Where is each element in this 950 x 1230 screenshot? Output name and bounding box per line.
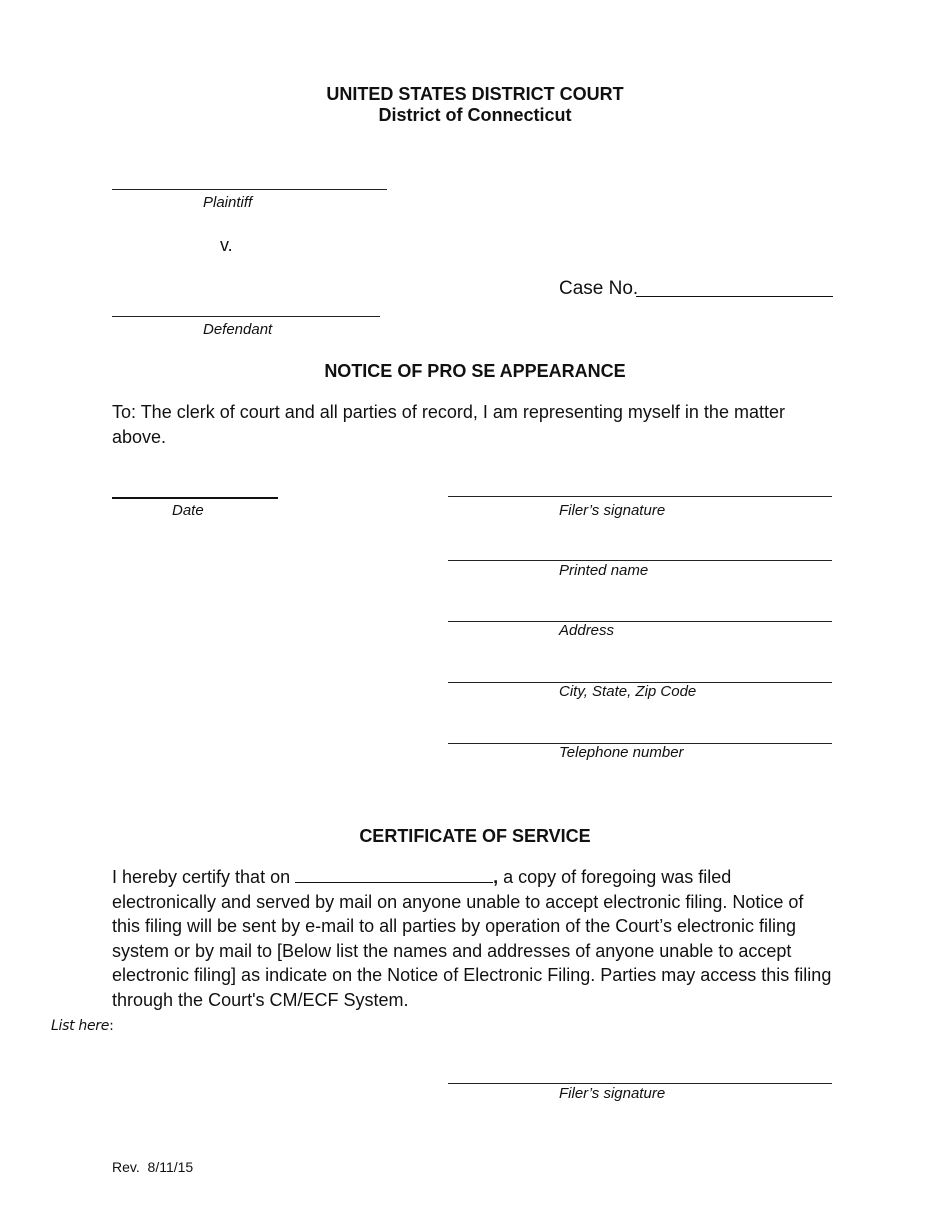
filer-signature-label: Filer’s signature [559,502,666,519]
date-line[interactable] [112,497,278,499]
revision-date: Rev. 8/11/15 [112,1159,194,1175]
printed-name-line[interactable] [448,560,832,561]
versus-text: v. [220,235,233,255]
certificate-signature-line[interactable] [448,1083,832,1084]
case-number-label: Case No. [559,278,639,299]
certificate-text-rest: a copy of foregoing was filed electronically and served by mail on anyone unable to accept electronic filing. Notice of this filing will be sent by e-mail to all parties by operation of the Court’s electronic filing system or by mail to [Below list the names and addresses of anyone unable to accept electronic filing] as indicate on the Notice of Electronic Filing. Parties may access this filing through the Court's CM/ECF System. [112,867,832,1010]
district-name: District of Connecticut [378,105,572,125]
certificate-date-blank[interactable] [295,868,493,883]
city-state-zip-label: City, State, Zip Code [559,683,697,700]
printed-name-label: Printed name [559,562,649,579]
list-here-label [51,1018,114,1034]
certificate-signature-label: Filer’s signature [559,1085,666,1102]
address-label: Address [559,622,615,639]
list-here-colon: : [109,1018,114,1034]
plaintiff-line[interactable] [112,189,387,190]
court-name: UNITED STATES DISTRICT COURT [326,84,624,104]
notice-body: To: The clerk of court and all parties of record, I am representing myself in the matter above. [112,402,785,447]
date-label: Date [172,502,204,519]
case-number-line[interactable] [636,296,833,297]
notice-title: NOTICE OF PRO SE APPEARANCE [324,361,626,381]
plaintiff-label: Plaintiff [203,194,253,211]
list-here-text: List here [51,1018,110,1034]
certificate-comma: , [493,867,499,887]
defendant-line[interactable] [112,316,380,317]
telephone-label: Telephone number [559,744,684,761]
filer-signature-line[interactable] [448,496,832,497]
defendant-label: Defendant [203,321,273,338]
certificate-title: CERTIFICATE OF SERVICE [359,826,591,846]
address-line[interactable] [448,621,832,622]
certificate-text-start: I hereby certify that on [112,867,296,887]
certificate-body [112,865,832,1012]
